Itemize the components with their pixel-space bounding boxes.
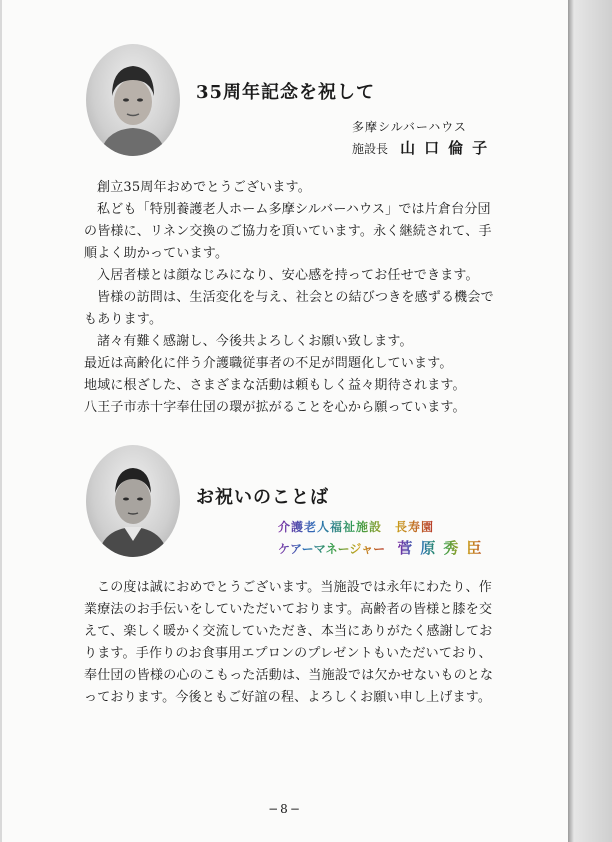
- section2-author: [278, 537, 489, 558]
- section1-paragraph: 諸々有難く感謝し、今後共よろしくお願い致します。: [97, 334, 413, 349]
- section1-paragraph: 皆様の訪問は、生活変化を与え、社会との結びつきを感ずる機会で: [97, 290, 494, 305]
- section1-author-name: 山口倫子: [400, 139, 497, 157]
- section2-paragraph: っております。今後ともご好誼の程、よろしくお願い申し上げます。: [84, 690, 492, 705]
- section1-paragraph: 創立35周年おめでとうございます。: [97, 180, 311, 195]
- section1-paragraph: 最近は高齢化に伴う介護職従事者の不足が問題化しています。: [84, 356, 453, 371]
- section2-paragraph: えて、楽しく暖かく交流していただき、本当にありがたく感謝してお: [84, 624, 493, 639]
- section2-paragraph: ります。手作りのお食事用エプロンのプレゼントもいただいており、: [84, 646, 492, 661]
- portrait-illustration: [86, 445, 180, 557]
- section1-author-title: 施設長: [352, 142, 389, 156]
- document-page: [2, 0, 568, 842]
- page-number: −8−: [268, 802, 302, 816]
- portrait-photo-yamaguchi: [86, 44, 180, 156]
- adjacent-page-edge: [568, 0, 612, 842]
- section1-paragraph: 地域に根ざした、さまざまな活動は頼もしく益々期待されます。: [84, 378, 466, 393]
- section1-heading: 35周年記念を祝して: [196, 82, 376, 103]
- section2-heading: お祝いのことば: [196, 487, 329, 508]
- section1-author: [352, 137, 496, 158]
- portrait-photo-sugawara: [86, 445, 180, 557]
- portrait-illustration: [86, 44, 180, 156]
- section2-author-title: ケアーマネージャー: [278, 542, 386, 556]
- section1-paragraph: の皆様に、リネン交換のご協力を頂いています。永く継続されて、手: [84, 224, 492, 239]
- section2-paragraph: 奉仕団の皆様の心のこもった活動は、当施設では欠かせないものとな: [84, 668, 494, 683]
- section2-body: [84, 577, 493, 709]
- section1-paragraph: 八王子市赤十字奉仕団の環が拡がることを心から願っています。: [84, 400, 466, 415]
- section1-paragraph: 私ども「特別養護老人ホーム多摩シルバーハウス」では片倉台分団: [97, 202, 491, 217]
- section2-paragraph: この度は誠におめでとうございます。当施設では永年にわたり、作: [97, 580, 492, 595]
- section1-organization: 多摩シルバーハウス: [352, 120, 467, 134]
- section2-author-name: 菅原秀臣: [397, 539, 490, 557]
- section1-body: [84, 177, 494, 419]
- section1-paragraph: 順よく助かっています。: [84, 246, 229, 261]
- section1-paragraph: 入居者様とは顔なじみになり、安心感を持ってお任せできます。: [97, 268, 479, 283]
- section2-paragraph: 業療法のお手伝いをしていただいております。高齢者の皆様と膝を交: [84, 602, 493, 617]
- section1-paragraph: もあります。: [84, 312, 163, 327]
- section2-organization: 介護老人福祉施設 長寿園: [278, 520, 435, 534]
